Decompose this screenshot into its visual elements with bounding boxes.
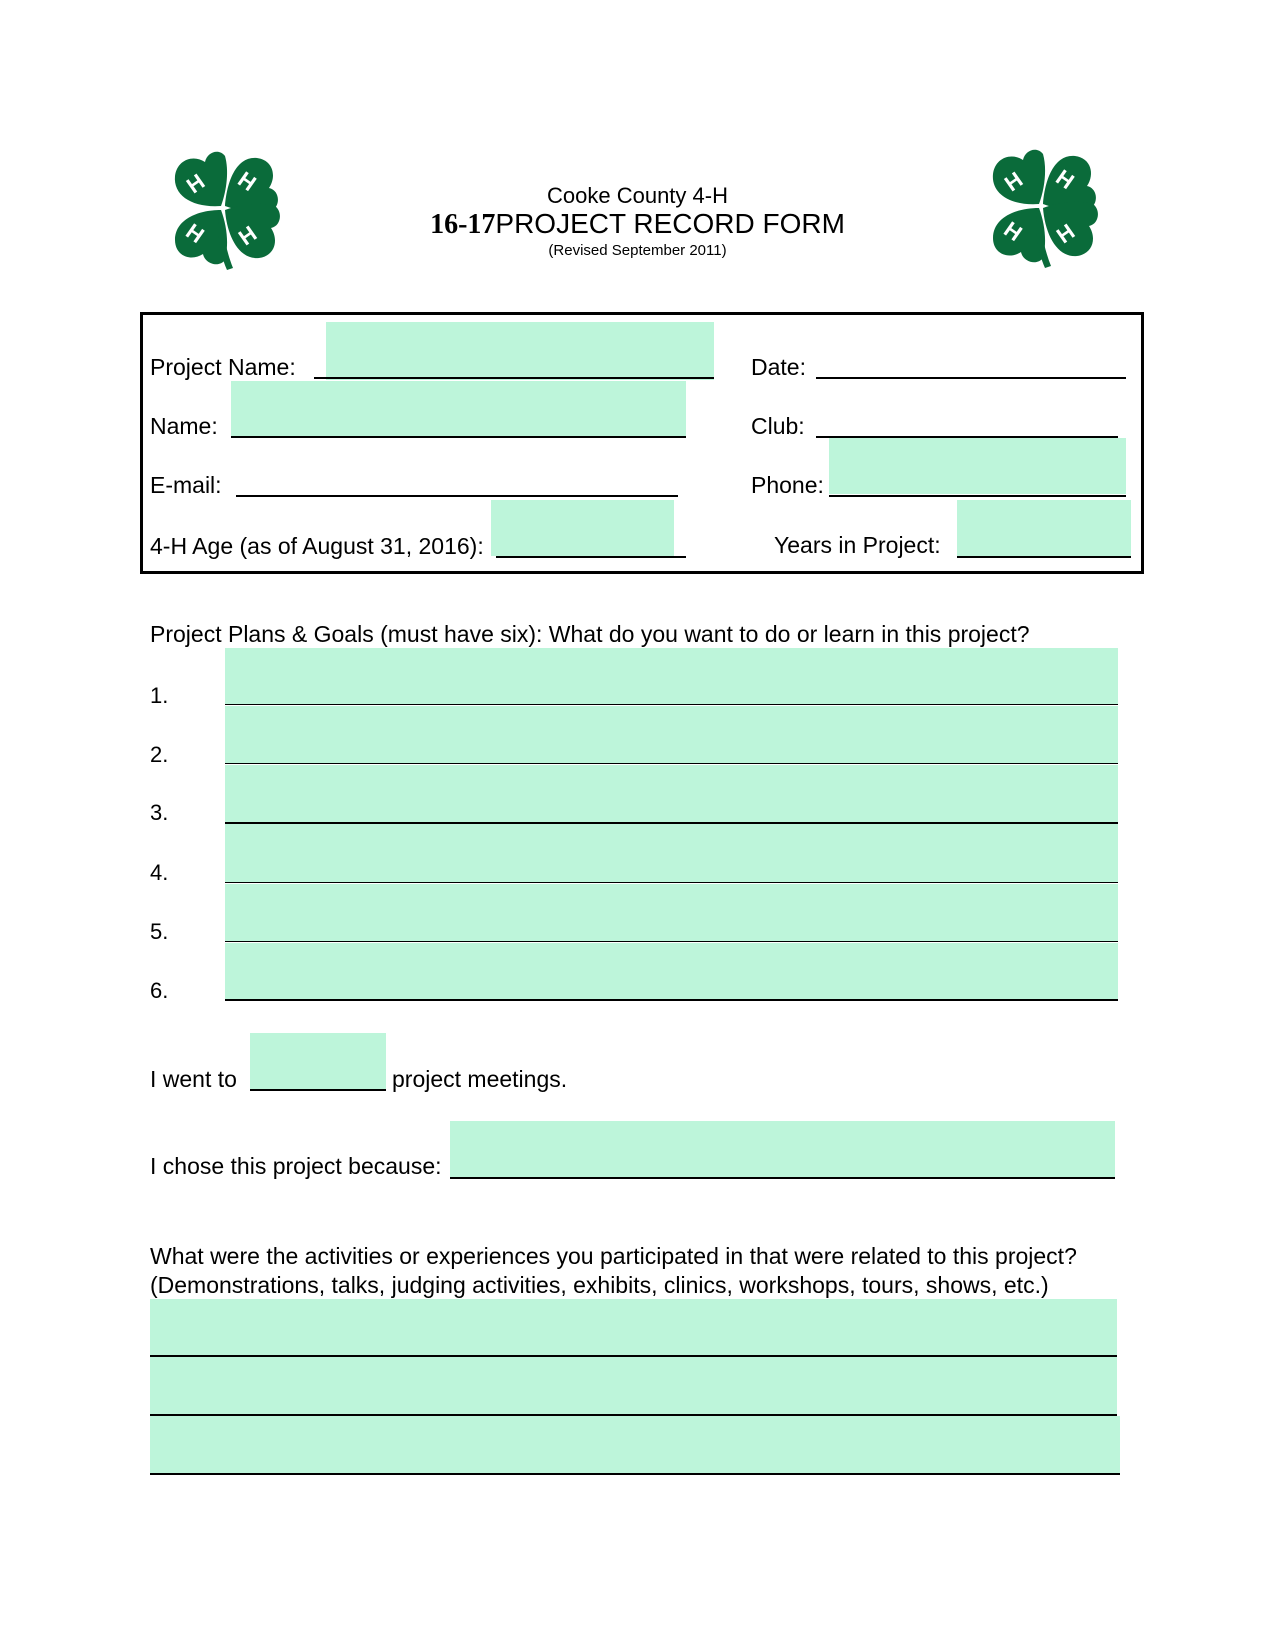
project-name-field[interactable]	[326, 322, 714, 380]
age-label: 4-H Age (as of August 31, 2016):	[150, 533, 484, 559]
meetings-underline	[250, 1089, 386, 1091]
years-in-project-field[interactable]	[957, 500, 1131, 556]
revision-note: (Revised September 2011)	[548, 242, 727, 259]
email-field[interactable]	[236, 495, 678, 497]
name-field[interactable]	[231, 381, 686, 437]
goal-number-3: 3.	[150, 800, 169, 825]
phone-label: Phone:	[751, 472, 824, 498]
reason-field[interactable]	[450, 1121, 1115, 1178]
goal-underline-5	[225, 941, 1118, 942]
date-field[interactable]	[816, 377, 1126, 379]
svg-text:H: H	[233, 220, 262, 251]
activities-examples: (Demonstrations, talks, judging activities, exhibits, clinics, workshops, tours, shows, etc.)	[150, 1272, 1049, 1298]
goal-number-4: 4.	[150, 860, 169, 885]
activities-field-1[interactable]	[150, 1299, 1117, 1355]
meetings-suffix: project meetings.	[392, 1066, 568, 1092]
name-label: Name:	[150, 413, 218, 439]
club-label: Club:	[751, 413, 805, 439]
goal-field-2[interactable]	[225, 706, 1118, 763]
svg-text:H: H	[233, 166, 261, 197]
date-label: Date:	[751, 354, 806, 380]
goal-number-1: 1.	[150, 683, 169, 708]
goal-underline-4	[225, 882, 1118, 883]
goal-field-4[interactable]	[225, 824, 1118, 882]
goal-number-5: 5.	[150, 919, 169, 944]
activities-underline-3	[150, 1473, 1120, 1475]
svg-text:H: H	[1051, 218, 1080, 249]
goal-underline-2	[225, 763, 1118, 764]
goal-field-1[interactable]	[225, 648, 1118, 704]
goal-underline-1	[225, 704, 1118, 705]
goal-field-3[interactable]	[225, 765, 1118, 822]
form-title	[0, 208, 1275, 241]
age-underline	[496, 556, 686, 558]
svg-text:H: H	[1051, 164, 1079, 195]
svg-text:H: H	[999, 216, 1027, 247]
meetings-count-field[interactable]	[250, 1033, 386, 1090]
phone-field[interactable]	[829, 438, 1126, 494]
goal-field-6[interactable]	[225, 943, 1118, 999]
svg-text:H: H	[181, 168, 210, 199]
age-field[interactable]	[491, 500, 674, 556]
goal-number-6: 6.	[150, 978, 169, 1003]
goal-number-2: 2.	[150, 742, 169, 767]
meetings-prefix: I went to	[150, 1066, 237, 1092]
svg-text:H: H	[999, 166, 1028, 197]
reason-label: I chose this project because:	[150, 1153, 442, 1179]
form-title-text: PROJECT RECORD FORM	[495, 208, 845, 239]
activities-field-2[interactable]	[150, 1357, 1117, 1414]
goals-prompt: Project Plans & Goals (must have six): What do you want to do or learn in this project?	[150, 621, 1030, 647]
svg-text:H: H	[181, 218, 209, 249]
goal-underline-6	[225, 999, 1118, 1001]
years-in-project-label: Years in Project:	[774, 532, 941, 558]
organization-title: Cooke County 4-H	[547, 183, 728, 208]
reason-underline	[450, 1177, 1115, 1179]
goal-field-5[interactable]	[225, 884, 1118, 941]
activities-field-3[interactable]	[150, 1416, 1120, 1473]
years-in-project-underline	[957, 556, 1131, 558]
name-underline	[231, 436, 686, 438]
email-label: E-mail:	[150, 472, 222, 498]
project-name-label: Project Name:	[150, 354, 296, 380]
form-year: 16-17	[430, 209, 496, 240]
project-name-underline	[314, 377, 714, 379]
phone-underline	[829, 495, 1126, 497]
activities-question: What were the activities or experiences you participated in that were related to this project?	[150, 1243, 1077, 1269]
